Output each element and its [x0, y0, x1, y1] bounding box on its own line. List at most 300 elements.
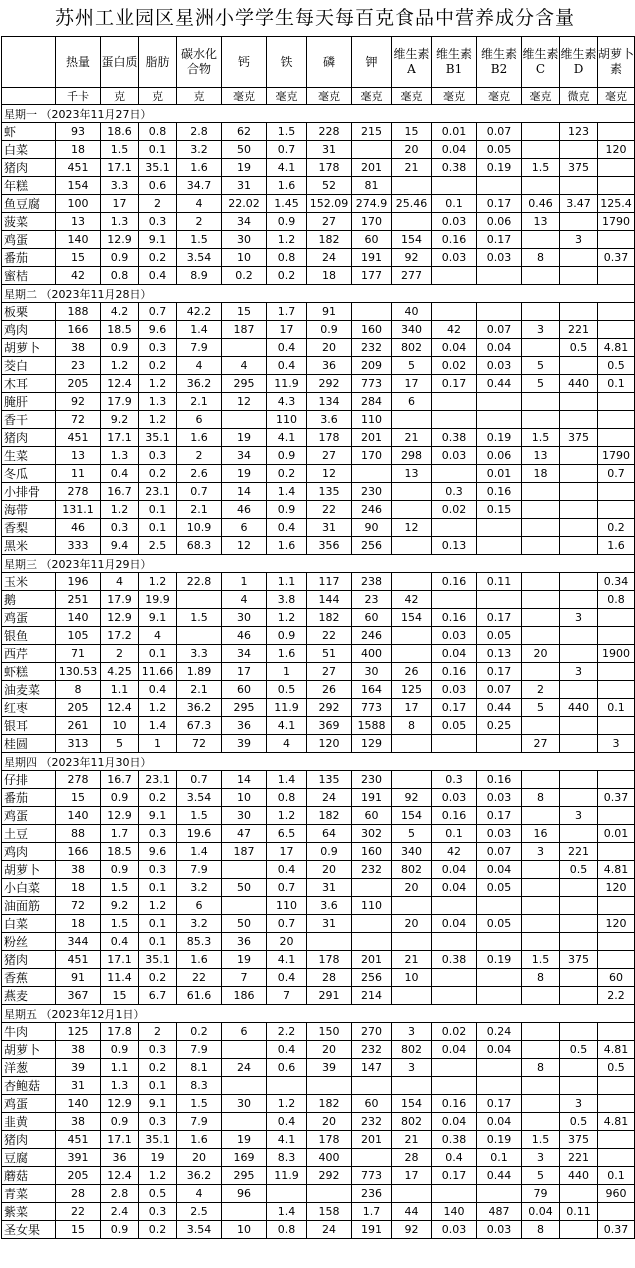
- value-cell: 26: [392, 663, 432, 681]
- value-cell: 0.13: [432, 537, 477, 555]
- column-header: 钙: [222, 37, 267, 88]
- value-cell: 120: [307, 735, 352, 753]
- value-cell: 28: [392, 1149, 432, 1167]
- value-cell: 120: [598, 879, 635, 897]
- value-cell: 4.1: [267, 717, 307, 735]
- value-cell: 0.4: [267, 519, 307, 537]
- value-cell: 2.6: [177, 465, 222, 483]
- value-cell: 375: [560, 951, 598, 969]
- value-cell: 18.5: [101, 321, 139, 339]
- value-cell: [560, 789, 598, 807]
- food-name: 仔排: [2, 771, 56, 789]
- value-cell: 92: [392, 789, 432, 807]
- value-cell: 0.1: [139, 501, 177, 519]
- value-cell: 0.03: [432, 1221, 477, 1239]
- value-cell: 135: [307, 771, 352, 789]
- column-header: 钾: [352, 37, 392, 88]
- value-cell: 246: [352, 627, 392, 645]
- food-name: 鸡蛋: [2, 807, 56, 825]
- value-cell: [598, 807, 635, 825]
- value-cell: [392, 177, 432, 195]
- food-row: [2, 231, 635, 249]
- value-cell: [522, 501, 560, 519]
- value-cell: [560, 537, 598, 555]
- value-cell: 140: [432, 1203, 477, 1221]
- value-cell: [477, 519, 522, 537]
- food-row: [2, 1167, 635, 1185]
- value-cell: 773: [352, 699, 392, 717]
- value-cell: 1.2: [101, 357, 139, 375]
- value-cell: 12.4: [101, 699, 139, 717]
- value-cell: 40: [392, 303, 432, 321]
- value-cell: 12: [222, 537, 267, 555]
- value-cell: 39: [56, 1059, 101, 1077]
- value-cell: 2.1: [177, 681, 222, 699]
- value-cell: 232: [352, 1041, 392, 1059]
- value-cell: 0.07: [477, 681, 522, 699]
- value-cell: 344: [56, 933, 101, 951]
- value-cell: 105: [56, 627, 101, 645]
- value-cell: [598, 1149, 635, 1167]
- food-row: [2, 1131, 635, 1149]
- value-cell: 7.9: [177, 339, 222, 357]
- value-cell: [522, 915, 560, 933]
- value-cell: [432, 177, 477, 195]
- value-cell: 0.16: [432, 573, 477, 591]
- value-cell: [598, 267, 635, 285]
- value-cell: [560, 645, 598, 663]
- food-name: 豆腐: [2, 1149, 56, 1167]
- value-cell: 9.4: [101, 537, 139, 555]
- value-cell: 4: [177, 1185, 222, 1203]
- food-row: [2, 303, 635, 321]
- value-cell: 1.5: [522, 1131, 560, 1149]
- value-cell: 1.6: [598, 537, 635, 555]
- value-cell: 0.8: [101, 267, 139, 285]
- value-cell: [560, 177, 598, 195]
- food-name: 鸡蛋: [2, 1095, 56, 1113]
- value-cell: 9.6: [139, 321, 177, 339]
- value-cell: 34: [222, 447, 267, 465]
- value-cell: 21: [392, 159, 432, 177]
- value-cell: 802: [392, 1113, 432, 1131]
- value-cell: 0.15: [477, 501, 522, 519]
- food-name: 牛肉: [2, 1023, 56, 1041]
- value-cell: 5: [522, 1167, 560, 1185]
- value-cell: 17: [101, 195, 139, 213]
- value-cell: 92: [56, 393, 101, 411]
- value-cell: [522, 519, 560, 537]
- food-name: 洋葱: [2, 1059, 56, 1077]
- value-cell: 4: [139, 627, 177, 645]
- food-row: [2, 1203, 635, 1221]
- value-cell: [522, 1077, 560, 1095]
- value-cell: [522, 933, 560, 951]
- value-cell: [522, 807, 560, 825]
- value-cell: 92: [392, 249, 432, 267]
- value-cell: 0.19: [477, 429, 522, 447]
- value-cell: [598, 393, 635, 411]
- day-row: [2, 285, 635, 303]
- value-cell: 186: [222, 987, 267, 1005]
- value-cell: 201: [352, 429, 392, 447]
- value-cell: 50: [222, 915, 267, 933]
- value-cell: 0.4: [139, 681, 177, 699]
- value-cell: 11.4: [101, 969, 139, 987]
- value-cell: 31: [56, 1077, 101, 1095]
- value-cell: [598, 933, 635, 951]
- value-cell: 3: [392, 1059, 432, 1077]
- value-cell: 18: [307, 267, 352, 285]
- value-cell: [477, 591, 522, 609]
- value-cell: 0.38: [432, 159, 477, 177]
- value-cell: 88: [56, 825, 101, 843]
- value-cell: [560, 267, 598, 285]
- value-cell: 187: [222, 843, 267, 861]
- column-header: 磷: [307, 37, 352, 88]
- value-cell: [560, 141, 598, 159]
- value-cell: 5: [392, 825, 432, 843]
- value-cell: [522, 987, 560, 1005]
- food-name: 燕麦: [2, 987, 56, 1005]
- value-cell: 39: [222, 735, 267, 753]
- value-cell: 18: [56, 141, 101, 159]
- value-cell: 20: [392, 141, 432, 159]
- food-name: 圣女果: [2, 1221, 56, 1239]
- value-cell: 18.5: [101, 843, 139, 861]
- value-cell: 12: [307, 465, 352, 483]
- value-cell: 0.03: [432, 627, 477, 645]
- value-cell: 18: [522, 465, 560, 483]
- value-cell: 6: [177, 411, 222, 429]
- value-cell: 100: [56, 195, 101, 213]
- food-name: 红枣: [2, 699, 56, 717]
- value-cell: 3: [392, 1023, 432, 1041]
- value-cell: 0.4: [267, 861, 307, 879]
- value-cell: 11.66: [139, 663, 177, 681]
- value-cell: [307, 1185, 352, 1203]
- value-cell: 4: [101, 573, 139, 591]
- value-cell: 0.3: [139, 339, 177, 357]
- value-cell: [598, 843, 635, 861]
- value-cell: 27: [307, 213, 352, 231]
- value-cell: 1790: [598, 213, 635, 231]
- value-cell: 71: [56, 645, 101, 663]
- value-cell: [392, 735, 432, 753]
- value-cell: [560, 771, 598, 789]
- value-cell: [598, 717, 635, 735]
- value-cell: 21: [392, 429, 432, 447]
- value-cell: [522, 1041, 560, 1059]
- food-name: 胡萝卜: [2, 339, 56, 357]
- value-cell: 178: [307, 1131, 352, 1149]
- value-cell: 201: [352, 159, 392, 177]
- value-cell: [432, 1185, 477, 1203]
- value-cell: [598, 123, 635, 141]
- food-row: [2, 249, 635, 267]
- value-cell: [522, 717, 560, 735]
- food-row: [2, 213, 635, 231]
- value-cell: 0.34: [598, 573, 635, 591]
- value-cell: 30: [222, 609, 267, 627]
- food-row: [2, 699, 635, 717]
- value-cell: 1.4: [177, 321, 222, 339]
- value-cell: 375: [560, 159, 598, 177]
- value-cell: [522, 393, 560, 411]
- value-cell: [432, 267, 477, 285]
- value-cell: 0.11: [477, 573, 522, 591]
- value-cell: 0.05: [477, 879, 522, 897]
- value-cell: 6: [222, 519, 267, 537]
- value-cell: 0.6: [139, 177, 177, 195]
- value-cell: 96: [222, 1185, 267, 1203]
- food-row: [2, 411, 635, 429]
- value-cell: [522, 537, 560, 555]
- value-cell: 72: [177, 735, 222, 753]
- value-cell: 31: [307, 141, 352, 159]
- value-cell: 0.3: [139, 447, 177, 465]
- food-row: [2, 1059, 635, 1077]
- value-cell: 228: [307, 123, 352, 141]
- value-cell: 0.03: [477, 249, 522, 267]
- food-row: [2, 969, 635, 987]
- value-cell: 30: [222, 1095, 267, 1113]
- value-cell: [477, 303, 522, 321]
- value-cell: 3: [522, 843, 560, 861]
- value-cell: [392, 483, 432, 501]
- value-cell: [352, 1077, 392, 1095]
- value-cell: 274.9: [352, 195, 392, 213]
- value-cell: 1.2: [139, 897, 177, 915]
- value-cell: 1: [222, 573, 267, 591]
- value-cell: 154: [392, 609, 432, 627]
- value-cell: 802: [392, 339, 432, 357]
- value-cell: 12.9: [101, 1095, 139, 1113]
- value-cell: 15: [56, 249, 101, 267]
- value-cell: 129: [352, 735, 392, 753]
- value-cell: 10: [101, 717, 139, 735]
- value-cell: 2.2: [267, 1023, 307, 1041]
- value-cell: 1.7: [352, 1203, 392, 1221]
- value-cell: 16: [522, 825, 560, 843]
- value-cell: 375: [560, 1131, 598, 1149]
- value-cell: 12.9: [101, 231, 139, 249]
- value-cell: 4.3: [267, 393, 307, 411]
- value-cell: 72: [56, 897, 101, 915]
- value-cell: 0.3: [101, 519, 139, 537]
- value-cell: 2: [522, 681, 560, 699]
- value-cell: 5: [522, 699, 560, 717]
- food-row: [2, 1149, 635, 1167]
- value-cell: 67.3: [177, 717, 222, 735]
- value-cell: 85.3: [177, 933, 222, 951]
- value-cell: 1.6: [177, 429, 222, 447]
- value-cell: [560, 627, 598, 645]
- food-row: [2, 195, 635, 213]
- food-row: [2, 123, 635, 141]
- value-cell: 13: [522, 213, 560, 231]
- value-cell: [477, 897, 522, 915]
- value-cell: 0.16: [432, 231, 477, 249]
- value-cell: 369: [307, 717, 352, 735]
- value-cell: [560, 681, 598, 699]
- value-cell: 12.9: [101, 807, 139, 825]
- value-cell: 440: [560, 1167, 598, 1185]
- value-cell: 9.1: [139, 231, 177, 249]
- food-name: 番茄: [2, 249, 56, 267]
- value-cell: 221: [560, 843, 598, 861]
- value-cell: [522, 1023, 560, 1041]
- value-cell: 256: [352, 969, 392, 987]
- value-cell: [177, 591, 222, 609]
- day-row: [2, 1005, 635, 1023]
- food-name: 海带: [2, 501, 56, 519]
- value-cell: 0.16: [432, 1095, 477, 1113]
- value-cell: 0.04: [432, 141, 477, 159]
- value-cell: 291: [307, 987, 352, 1005]
- value-cell: [222, 411, 267, 429]
- food-row: [2, 825, 635, 843]
- value-cell: 0.3: [139, 861, 177, 879]
- value-cell: 191: [352, 249, 392, 267]
- value-cell: 0.03: [432, 789, 477, 807]
- value-cell: 154: [392, 807, 432, 825]
- value-cell: [392, 1185, 432, 1203]
- value-cell: 1.4: [177, 843, 222, 861]
- value-cell: 0.3: [139, 1041, 177, 1059]
- value-cell: 36.2: [177, 1167, 222, 1185]
- value-cell: 79: [522, 1185, 560, 1203]
- value-cell: 0.24: [477, 1023, 522, 1041]
- value-cell: 0.17: [477, 1095, 522, 1113]
- value-cell: [222, 1041, 267, 1059]
- value-cell: 3: [560, 609, 598, 627]
- value-cell: 17.2: [101, 627, 139, 645]
- value-cell: 0.5: [560, 861, 598, 879]
- value-cell: 131.1: [56, 501, 101, 519]
- value-cell: 0.04: [477, 1113, 522, 1131]
- value-cell: 20: [267, 933, 307, 951]
- page-title: 苏州工业园区星洲小学学生每天每百克食品中营养成分含量: [54, 7, 575, 29]
- food-name: 猪肉: [2, 951, 56, 969]
- value-cell: 4: [177, 357, 222, 375]
- value-cell: 0.2: [222, 267, 267, 285]
- column-header: 维生素B2: [477, 37, 522, 88]
- value-cell: 440: [560, 699, 598, 717]
- value-cell: [522, 879, 560, 897]
- food-name: 猪肉: [2, 159, 56, 177]
- food-row: [2, 321, 635, 339]
- food-name: 香干: [2, 411, 56, 429]
- value-cell: 11.9: [267, 375, 307, 393]
- value-cell: 110: [267, 411, 307, 429]
- value-cell: 125: [392, 681, 432, 699]
- value-cell: 0.04: [432, 1041, 477, 1059]
- value-cell: 34.7: [177, 177, 222, 195]
- column-header: 铁: [267, 37, 307, 88]
- value-cell: 35.1: [139, 429, 177, 447]
- unit-corner-cell: [2, 88, 56, 105]
- value-cell: [352, 915, 392, 933]
- value-cell: [392, 213, 432, 231]
- value-cell: 17.8: [101, 1023, 139, 1041]
- value-cell: [477, 537, 522, 555]
- value-cell: [522, 771, 560, 789]
- value-cell: 38: [56, 339, 101, 357]
- value-cell: 3: [560, 1095, 598, 1113]
- food-row: [2, 1023, 635, 1041]
- value-cell: 7.9: [177, 1113, 222, 1131]
- food-name: 番茄: [2, 789, 56, 807]
- food-row: [2, 627, 635, 645]
- unit-cell: 毫克: [598, 88, 635, 105]
- value-cell: 0.9: [101, 339, 139, 357]
- value-cell: 12.4: [101, 375, 139, 393]
- value-cell: 0.8: [267, 789, 307, 807]
- food-name: 生菜: [2, 447, 56, 465]
- value-cell: 0.04: [432, 645, 477, 663]
- food-name: 香蕉: [2, 969, 56, 987]
- value-cell: 278: [56, 771, 101, 789]
- value-cell: 0.2: [139, 465, 177, 483]
- value-cell: 0.17: [477, 609, 522, 627]
- food-name: 虾: [2, 123, 56, 141]
- value-cell: 1: [267, 663, 307, 681]
- value-cell: 182: [307, 231, 352, 249]
- value-cell: 13: [392, 465, 432, 483]
- value-cell: 298: [392, 447, 432, 465]
- food-row: [2, 807, 635, 825]
- value-cell: 42.2: [177, 303, 222, 321]
- value-cell: [522, 573, 560, 591]
- value-cell: 52: [307, 177, 352, 195]
- value-cell: [598, 321, 635, 339]
- food-row: [2, 951, 635, 969]
- value-cell: [598, 177, 635, 195]
- value-cell: 0.5: [560, 339, 598, 357]
- value-cell: 1.6: [177, 1131, 222, 1149]
- value-cell: 158: [307, 1203, 352, 1221]
- value-cell: 0.5: [560, 1113, 598, 1131]
- value-cell: 391: [56, 1149, 101, 1167]
- food-row: [2, 159, 635, 177]
- value-cell: 451: [56, 951, 101, 969]
- value-cell: 0.01: [477, 465, 522, 483]
- value-cell: 0.03: [432, 447, 477, 465]
- value-cell: 1.6: [267, 537, 307, 555]
- value-cell: 0.04: [522, 1203, 560, 1221]
- value-cell: 17.9: [101, 393, 139, 411]
- value-cell: 92: [392, 1221, 432, 1239]
- value-cell: 232: [352, 1113, 392, 1131]
- value-cell: 960: [598, 1185, 635, 1203]
- food-row: [2, 1077, 635, 1095]
- value-cell: 2.8: [177, 123, 222, 141]
- value-cell: 0.5: [139, 1185, 177, 1203]
- value-cell: 14: [222, 483, 267, 501]
- value-cell: 152.09: [307, 195, 352, 213]
- value-cell: 487: [477, 1203, 522, 1221]
- food-name: 茭白: [2, 357, 56, 375]
- value-cell: [352, 465, 392, 483]
- food-row: [2, 375, 635, 393]
- value-cell: 261: [56, 717, 101, 735]
- food-name: 菠菜: [2, 213, 56, 231]
- value-cell: [522, 1095, 560, 1113]
- food-row: [2, 771, 635, 789]
- value-cell: [560, 1059, 598, 1077]
- value-cell: 0.19: [477, 951, 522, 969]
